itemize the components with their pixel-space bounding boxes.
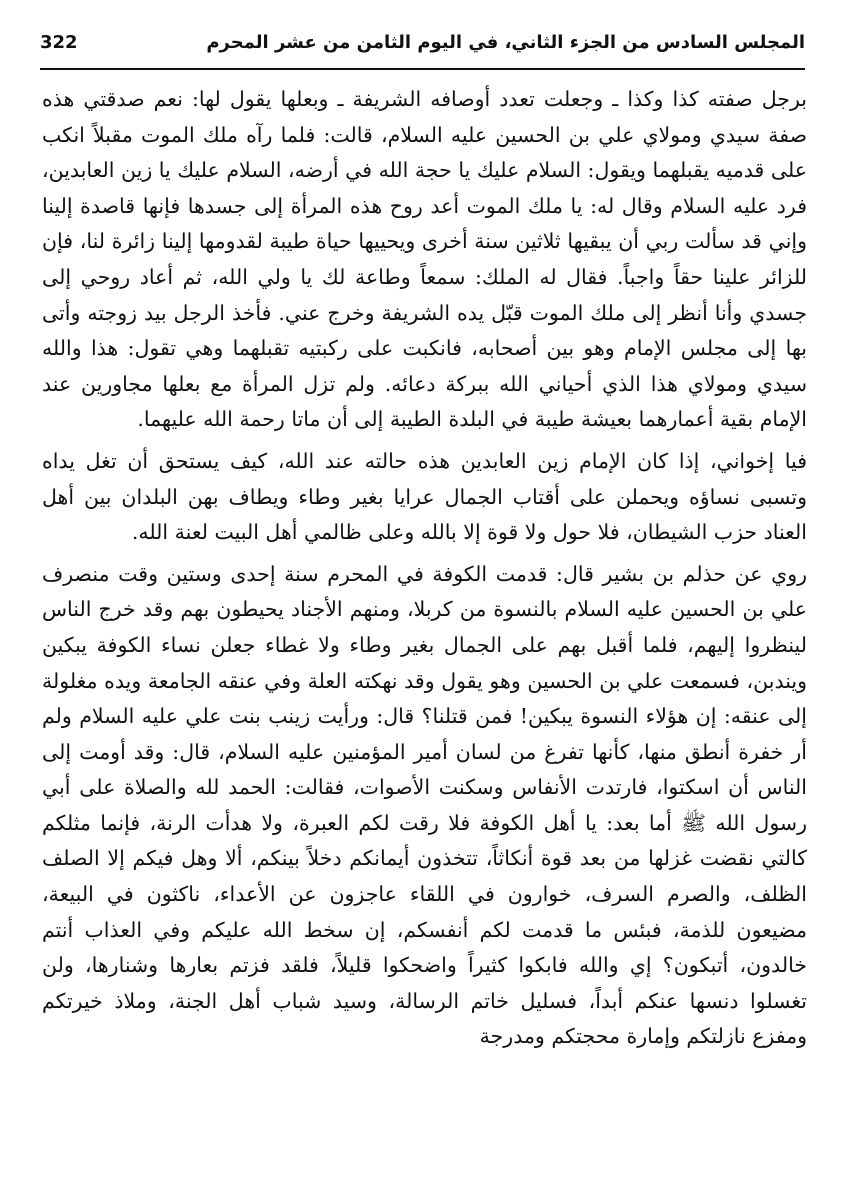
paragraph: فيا إخواني، إذا كان الإمام زين العابدين هذه حالته عند الله، كيف يستحق أن تغل يداه وتسبى نساؤه ويحملن على أقتاب الجمال عرايا بغير وطاء ويطاف بهن البلدان بين أهل العناد حزب الشيطان، فلا حول ولا قوة إلا بالله وعلى ظالمي أهل البيت لعنة الله. [42,448,807,545]
page-body [42,82,807,1055]
paragraph: روي عن حذلم بن بشير قال: قدمت الكوفة في المحرم سنة إحدى وستين وقت منصرف علي بن الحسين عليه السلام بالنسوة من كربلا، ومنهم الأجناد يحيطون بهم وقد خرج الناس لينظروا إليهم، فلما أقبل بهم على الجمال بغير وطاء ولا غطاء جعلن نساء الكوفة يبكين ويندبن، فسمعت علي بن الحسين وهو يقول وقد نهكته العلة وفي عنقه الجامعة ويده مغلولة إلى عنقه: إن هؤلاء النسوة يبكين! فمن قتلنا؟ قال: ورأيت زينب بنت علي عليه السلام ولم أر خفرة أنطق منها، كأنها تفرغ من لسان أمير المؤمنين عليه السلام، قال: وقد أومت إلى الناس أن اسكتوا، فارتدت الأنفاس وسكنت الأصوات، فقالت: الحمد لله والصلاة على أبي رسول الله ﷺ أما بعد: يا أهل الكوفة فلا رقت لكم العبرة، ولا هدأت الرنة، فإنما مثلكم كالتي نقضت غزلها من بعد قوة أنكاثاً، تتخذون أيمانكم دخلاً بينكم، ألا وهل فيكم إلا الصلف الظلف، والصرم السرف، خوارون في اللقاء عاجزون عن الأعداء، ناكثون في البيعة، مضيعون للذمة، فبئس ما قدمت لكم أنفسكم، إن سخط الله عليكم وفي العذاب أنتم خالدون، أتبكون؟ إي والله فابكوا كثيراً واضحكوا قليلاً، فلقد فزتم بعارها وشنارها، ولن تغسلوا دنسها عنكم أبداً، فسليل خاتم الرسالة، وسيد شباب أهل الجنة، وملاذ خيرتكم ومفزع نازلتكم وإمارة محجتكم ومدرجة [42,561,807,1049]
page-header [40,30,805,70]
page-number: 322 [40,32,78,53]
paragraph: برجل صفته كذا وكذا ـ وجعلت تعدد أوصافه الشريفة ـ وبعلها يقول لها: نعم صدقتي هذه صفة سيدي ومولاي علي بن الحسين عليه السلام، قالت: فلما رآه ملك الموت مقبلاً انكب على قدميه يقبلهما ويقول: السلام عليك يا حجة الله في أرضه، السلام عليك يا زين العابدين، فرد عليه السلام وقال له: يا ملك الموت أعد روح هذه المرأة إلى جسدها فإنها قاصدة إلينا وإني قد سألت ربي أن يبقيها ثلاثين سنة أخرى ويحييها حياة طيبة لقدومها إلينا زائرة لنا، فإن للزائر علينا حقاً واجباً. فقال له الملك: سمعاً وطاعة لك يا ولي الله، ثم أعاد روحي إلى جسدي وأنا أنظر إلى ملك الموت قبّل يده الشريفة وخرج عني. فأخذ الرجل بيد زوجته وأتى بها إلى مجلس الإمام وهو بين أصحابه، فانكبت على ركبتيه تقبلهما وهي تقول: هذا والله سيدي ومولاي هذا الذي أحياني الله ببركة دعائه. ولم تزل المرأة مع بعلها مجاورين عند الإمام بقية أعمارهما بعيشة طيبة في البلدة الطيبة إلى أن ماتا رحمة الله عليهما. [42,87,807,432]
running-title: المجلس السادس من الجزء الثاني، في اليوم الثامن من عشر المحرم [206,32,805,53]
header-divider [40,68,805,70]
